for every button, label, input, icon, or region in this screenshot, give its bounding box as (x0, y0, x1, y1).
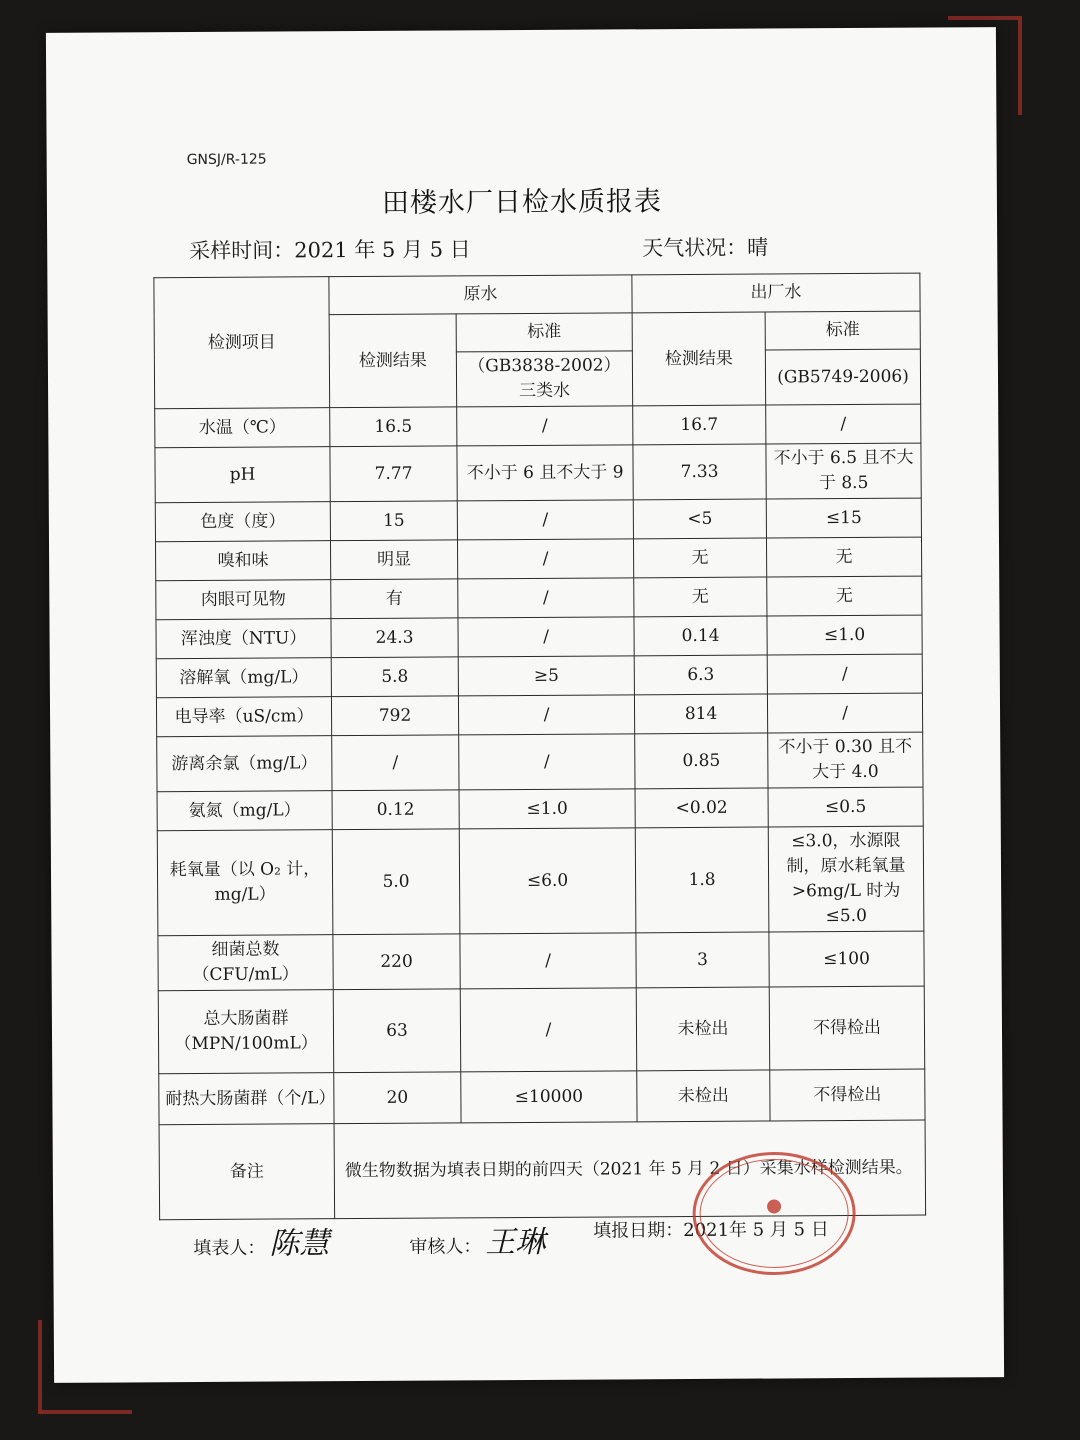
report-paper (46, 27, 1004, 1383)
header-raw-water: 原水 (329, 275, 632, 315)
header-out-result: 检测结果 (632, 312, 766, 406)
table-row: 氨氮（mg/L） 0.12 ≤1.0 <0.02 ≤0.5 (157, 787, 923, 831)
header-out-standard-name: (GB5749-2006) (765, 349, 920, 405)
filler-signature (193, 1218, 329, 1263)
table-row: 细菌总数（CFU/mL） 220 / 3 ≤100 (158, 931, 924, 991)
water-quality-table (153, 273, 926, 1221)
filler-label: 填表人： (193, 1237, 266, 1260)
header-raw-standard-name: （GB3838-2002）三类水 (456, 351, 632, 407)
table-row: 总大肠菌群（MPN/100mL） 63 / 未检出 不得检出 (158, 986, 924, 1074)
table-row: 肉眼可见物 有 / 无 无 (156, 576, 922, 620)
table-row: 耐热大肠菌群（个/L） 20 ≤10000 未检出 不得检出 (159, 1069, 925, 1125)
remark-label: 备注 (159, 1124, 335, 1220)
official-seal-icon (689, 1148, 860, 1279)
table-row: 游离余氯（mg/L） / / 0.85 不小于 0.30 且不大于 4.0 (157, 732, 923, 792)
table-row: pH 7.77 不小于 6 且不大于 9 7.33 不小于 6.5 且不大于 8.5 (155, 443, 921, 503)
reviewer-signature (409, 1217, 545, 1262)
table-row: 浑浊度（NTU） 24.3 / 0.14 ≤1.0 (156, 615, 922, 659)
reviewer-label: 审核人： (409, 1236, 482, 1258)
document-title: 田楼水厂日检水质报表 (381, 186, 663, 219)
date-label: 填报日期： (593, 1220, 684, 1242)
header-finished-water: 出厂水 (632, 273, 920, 313)
table-row: 耗氧量（以 O₂ 计，mg/L） 5.0 ≤6.0 1.8 ≤3.0，水源限制，原水耗氧量>6mg/L 时为≤5.0 (157, 826, 924, 936)
document-code: GNSJ/R-125 (186, 151, 267, 169)
header-out-standard: 标准 (765, 311, 920, 350)
date-value: 2021年 5 月 5 日 (683, 1219, 829, 1242)
reviewer-name: 王琳 (485, 1224, 546, 1261)
weather-status: 天气状况：晴 (642, 235, 769, 261)
remark-text: 微生物数据为填表日期的前四天（2021 年 5 月 2 日）采集水样检测结果。 (334, 1120, 926, 1219)
table-row: 色度（度） 15 / <5 ≤15 (155, 498, 921, 542)
header-raw-standard: 标准 (456, 313, 632, 352)
sample-time: 采样时间：2021 年 5 月 5 日 (189, 237, 471, 264)
filler-name: 陈慧 (269, 1226, 330, 1262)
table-row: 嗅和味 明显 / 无 无 (155, 537, 921, 581)
table-row: 溶解氧（mg/L） 5.8 ≥5 6.3 / (156, 654, 922, 698)
header-raw-result: 检测结果 (329, 314, 457, 408)
table-row: 电导率（uS/cm） 792 / 814 / (156, 693, 922, 737)
table-row: 水温（℃） 16.5 / 16.7 / (155, 404, 921, 448)
header-item: 检测项目 (154, 277, 330, 409)
